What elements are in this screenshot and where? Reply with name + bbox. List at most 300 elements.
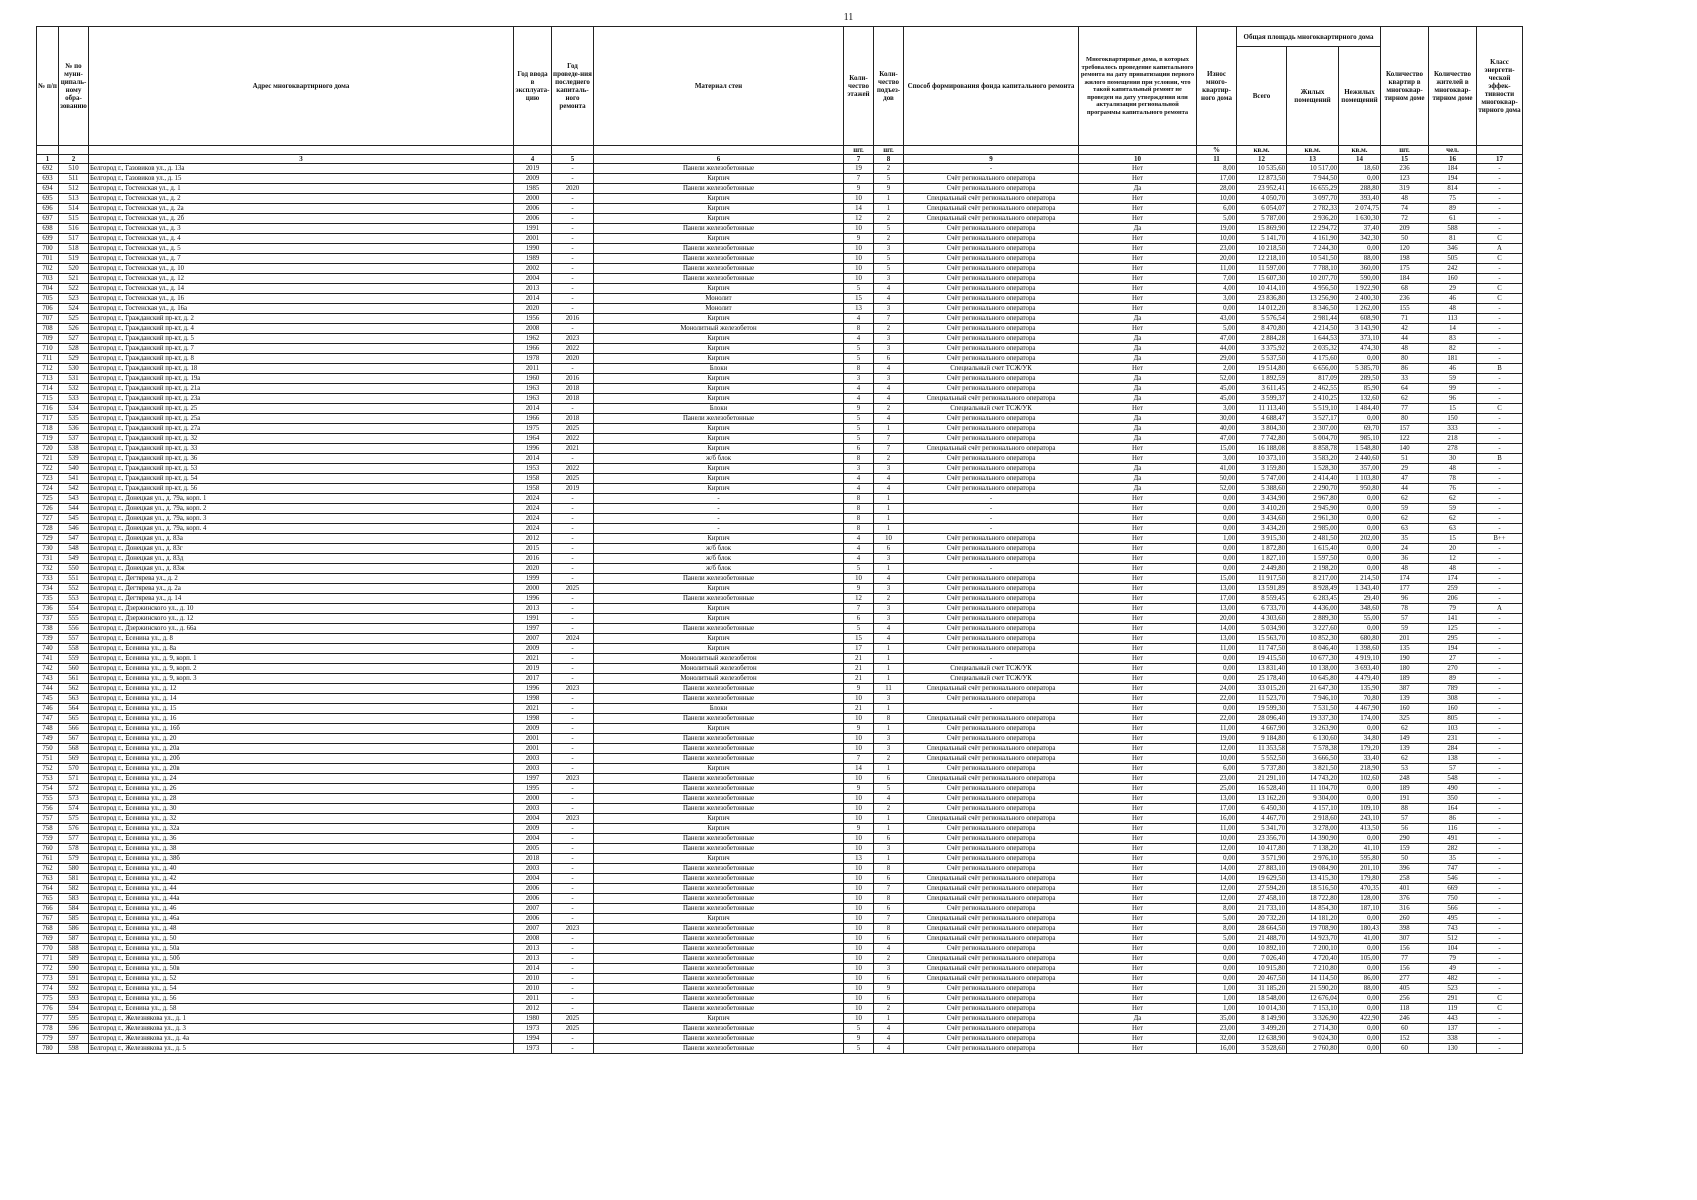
cell-repair-required: Нет (1079, 274, 1197, 284)
cell-wear: 32,00 (1197, 1034, 1237, 1044)
cell-fund-method: Счёт регионального оператора (904, 1004, 1079, 1014)
cell-wear: 13,00 (1197, 634, 1237, 644)
cell-energy-class: - (1477, 334, 1523, 344)
cell-wall-material: Кирпич (594, 824, 844, 834)
cell-entrances: 6 (874, 354, 904, 364)
cell-municipal-index: 532 (59, 384, 89, 394)
cell-apartments: 48 (1381, 344, 1429, 354)
cell-floors: 9 (844, 1034, 874, 1044)
cell-area-total: 21 291,10 (1237, 774, 1287, 784)
cell-wall-material: Панели железобетонные (594, 574, 844, 584)
cell-energy-class: - (1477, 804, 1523, 814)
cell-residents: 141 (1429, 614, 1477, 624)
table-row (37, 624, 1523, 634)
cell-index: 768 (37, 924, 59, 934)
cell-floors: 10 (844, 984, 874, 994)
cell-apartments: 160 (1381, 704, 1429, 714)
cell-energy-class: - (1477, 204, 1523, 214)
cell-area-total: 11 113,40 (1237, 404, 1287, 414)
cell-wear: 3,00 (1197, 404, 1237, 414)
cell-residents: 291 (1429, 994, 1477, 1004)
cell-area-total: 3 375,92 (1237, 344, 1287, 354)
cell-last-repair-year: 2023 (552, 774, 594, 784)
cell-fund-method: Специальный счет ТСЖ/УК (904, 674, 1079, 684)
cell-area-residential: 2 307,00 (1287, 424, 1339, 434)
cell-wall-material: Монолитный железобетон (594, 324, 844, 334)
cell-entrances: 1 (874, 724, 904, 734)
cell-wall-material: - (594, 504, 844, 514)
cell-energy-class: В (1477, 454, 1523, 464)
cell-energy-class: - (1477, 814, 1523, 824)
cell-municipal-index: 530 (59, 364, 89, 374)
cell-fund-method: Специальный счёт регионального оператора (904, 924, 1079, 934)
cell-year-built: 1975 (514, 424, 552, 434)
cell-energy-class: - (1477, 564, 1523, 574)
cell-index: 718 (37, 424, 59, 434)
cell-wear: 35,00 (1197, 1014, 1237, 1024)
cell-energy-class: - (1477, 694, 1523, 704)
cell-wear: 7,00 (1197, 274, 1237, 284)
cell-year-built: 2004 (514, 874, 552, 884)
cell-apartments: 277 (1381, 974, 1429, 984)
cell-repair-required: Нет (1079, 624, 1197, 634)
cell-last-repair-year: 2020 (552, 184, 594, 194)
cell-year-built: 2009 (514, 174, 552, 184)
cell-repair-required: Нет (1079, 694, 1197, 704)
cell-address: Белгород г., Дегтярева ул., д. 2 (89, 574, 514, 584)
cell-residents: 194 (1429, 174, 1477, 184)
cell-last-repair-year: - (552, 554, 594, 564)
cell-residents: 259 (1429, 584, 1477, 594)
cell-address: Белгород г., Дзержинского ул., д. 12 (89, 614, 514, 624)
cell-repair-required: Да (1079, 374, 1197, 384)
cell-address: Белгород г., Дзержинского ул., д. 10 (89, 604, 514, 614)
col-header-energy-class: Класс энергети-ческой эффек-тивности многоквар-тирного дома (1477, 27, 1523, 146)
cell-entrances: 3 (874, 584, 904, 594)
cell-wear: 15,00 (1197, 574, 1237, 584)
cell-entrances: 1 (874, 644, 904, 654)
cell-year-built: 2019 (514, 164, 552, 174)
table-row (37, 994, 1523, 1004)
table-row (37, 504, 1523, 514)
cell-area-residential: 9 024,30 (1287, 1034, 1339, 1044)
cell-floors: 8 (844, 494, 874, 504)
table-row (37, 584, 1523, 594)
cell-apartments: 157 (1381, 424, 1429, 434)
cell-municipal-index: 568 (59, 744, 89, 754)
cell-repair-required: Нет (1079, 844, 1197, 854)
cell-index: 746 (37, 704, 59, 714)
cell-apartments: 62 (1381, 724, 1429, 734)
cell-index: 709 (37, 334, 59, 344)
cell-repair-required: Нет (1079, 164, 1197, 174)
cell-energy-class: - (1477, 684, 1523, 694)
cell-area-total: 5 576,54 (1237, 314, 1287, 324)
cell-area-total: 10 218,50 (1237, 244, 1287, 254)
cell-area-residential: 4 214,50 (1287, 324, 1339, 334)
cell-year-built: 1996 (514, 684, 552, 694)
cell-floors: 10 (844, 734, 874, 744)
cell-index: 772 (37, 964, 59, 974)
table-row (37, 174, 1523, 184)
cell-index: 747 (37, 714, 59, 724)
cell-residents: 491 (1429, 834, 1477, 844)
cell-residents: 125 (1429, 624, 1477, 634)
table-row (37, 444, 1523, 454)
cell-apartments: 48 (1381, 564, 1429, 574)
cell-area-total: 3 611,45 (1237, 384, 1287, 394)
cell-municipal-index: 570 (59, 764, 89, 774)
cell-last-repair-year: - (552, 214, 594, 224)
cell-municipal-index: 539 (59, 454, 89, 464)
cell-fund-method: Специальный счёт регионального оператора (904, 974, 1079, 984)
cell-last-repair-year: 2023 (552, 924, 594, 934)
cell-wear: 1,00 (1197, 534, 1237, 544)
cell-area-nonresidential: 1 548,80 (1339, 444, 1381, 454)
cell-repair-required: Нет (1079, 804, 1197, 814)
cell-energy-class: - (1477, 464, 1523, 474)
cell-energy-class: - (1477, 584, 1523, 594)
cell-repair-required: Нет (1079, 814, 1197, 824)
table-row (37, 394, 1523, 404)
table-header (37, 27, 1523, 164)
cell-floors: 9 (844, 784, 874, 794)
cell-entrances: 7 (874, 884, 904, 894)
table-row (37, 754, 1523, 764)
cell-wear: 17,00 (1197, 594, 1237, 604)
cell-entrances: 3 (874, 964, 904, 974)
cell-residents: 48 (1429, 304, 1477, 314)
cell-municipal-index: 523 (59, 294, 89, 304)
cell-index: 749 (37, 734, 59, 744)
cell-area-total: 1 892,59 (1237, 374, 1287, 384)
cell-wall-material: Блоки (594, 404, 844, 414)
cell-last-repair-year: - (552, 194, 594, 204)
cell-wear: 40,00 (1197, 424, 1237, 434)
cell-last-repair-year: - (552, 734, 594, 744)
cell-floors: 10 (844, 744, 874, 754)
cell-area-nonresidential: 4 919,10 (1339, 654, 1381, 664)
cell-floors: 10 (844, 774, 874, 784)
cell-residents: 20 (1429, 544, 1477, 554)
cell-floors: 10 (844, 1014, 874, 1024)
cell-entrances: 3 (874, 614, 904, 624)
cell-energy-class: - (1477, 574, 1523, 584)
cell-area-nonresidential: 0,00 (1339, 504, 1381, 514)
cell-index: 758 (37, 824, 59, 834)
cell-year-built: 2019 (514, 664, 552, 674)
cell-repair-required: Да (1079, 414, 1197, 424)
cell-last-repair-year: - (552, 704, 594, 714)
cell-residents: 160 (1429, 704, 1477, 714)
cell-entrances: 2 (874, 454, 904, 464)
cell-repair-required: Нет (1079, 944, 1197, 954)
cell-entrances: 6 (874, 544, 904, 554)
cell-energy-class: - (1477, 184, 1523, 194)
units-row (37, 146, 1523, 155)
cell-floors: 3 (844, 374, 874, 384)
cell-energy-class: - (1477, 384, 1523, 394)
cell-year-built: 2024 (514, 524, 552, 534)
cell-energy-class: - (1477, 784, 1523, 794)
cell-apartments: 307 (1381, 934, 1429, 944)
cell-repair-required: Нет (1079, 584, 1197, 594)
cell-address: Белгород г., Гражданский пр-кт, д. 21а (89, 384, 514, 394)
cell-apartments: 155 (1381, 304, 1429, 314)
table-row (37, 634, 1523, 644)
cell-apartments: 236 (1381, 164, 1429, 174)
cell-apartments: 53 (1381, 764, 1429, 774)
table-row (37, 974, 1523, 984)
cell-entrances: 4 (874, 1034, 904, 1044)
page-number: 11 (843, 12, 854, 23)
cell-area-residential: 14 181,20 (1287, 914, 1339, 924)
cell-area-nonresidential: 0,00 (1339, 554, 1381, 564)
cell-address: Белгород г., Есенина ул., д. 40 (89, 864, 514, 874)
cell-last-repair-year: - (552, 1004, 594, 1014)
cell-area-residential: 1 597,50 (1287, 554, 1339, 564)
cell-fund-method: Специальный счёт регионального оператора (904, 714, 1079, 724)
cell-floors: 10 (844, 844, 874, 854)
cell-entrances: 9 (874, 984, 904, 994)
cell-floors: 5 (844, 624, 874, 634)
cell-area-nonresidential: 0,00 (1339, 244, 1381, 254)
cell-floors: 10 (844, 874, 874, 884)
cell-area-total: 15 607,30 (1237, 274, 1287, 284)
cell-index: 697 (37, 214, 59, 224)
cell-area-total: 20 732,20 (1237, 914, 1287, 924)
cell-repair-required: Нет (1079, 534, 1197, 544)
table-row (37, 954, 1523, 964)
table-row (37, 944, 1523, 954)
cell-year-built: 1994 (514, 1034, 552, 1044)
table-row (37, 784, 1523, 794)
cell-energy-class: - (1477, 884, 1523, 894)
cell-fund-method: Счёт регионального оператора (904, 834, 1079, 844)
cell-municipal-index: 511 (59, 174, 89, 184)
cell-last-repair-year: - (552, 964, 594, 974)
cell-wall-material: Панели железобетонные (594, 624, 844, 634)
cell-address: Белгород г., Есенина ул., д. 46 (89, 904, 514, 914)
cell-index: 695 (37, 194, 59, 204)
cell-last-repair-year: - (552, 944, 594, 954)
cell-index: 741 (37, 654, 59, 664)
cell-area-residential: 5 519,10 (1287, 404, 1339, 414)
cell-floors: 10 (844, 944, 874, 954)
cell-wear: 10,00 (1197, 754, 1237, 764)
cell-repair-required: Нет (1079, 174, 1197, 184)
cell-area-nonresidential: 102,60 (1339, 774, 1381, 784)
cell-wall-material: Кирпич (594, 234, 844, 244)
cell-entrances: 8 (874, 894, 904, 904)
cell-area-residential: 2 782,33 (1287, 204, 1339, 214)
housing-register-table-wrapper (36, 26, 1523, 1054)
cell-repair-required: Нет (1079, 724, 1197, 734)
cell-municipal-index: 564 (59, 704, 89, 714)
cell-wear: 28,00 (1197, 184, 1237, 194)
cell-apartments: 44 (1381, 484, 1429, 494)
cell-index: 727 (37, 514, 59, 524)
cell-index: 692 (37, 164, 59, 174)
cell-floors: 8 (844, 324, 874, 334)
cell-last-repair-year: 2024 (552, 634, 594, 644)
cell-last-repair-year: 2025 (552, 424, 594, 434)
cell-municipal-index: 567 (59, 734, 89, 744)
cell-area-nonresidential: 128,00 (1339, 894, 1381, 904)
cell-entrances: 1 (874, 854, 904, 864)
cell-wear: 0,00 (1197, 854, 1237, 864)
cell-residents: 242 (1429, 264, 1477, 274)
cell-year-built: 2004 (514, 274, 552, 284)
cell-index: 732 (37, 564, 59, 574)
cell-last-repair-year: 2023 (552, 334, 594, 344)
cell-year-built: 2003 (514, 754, 552, 764)
cell-fund-method: Специальный счёт регионального оператора (904, 954, 1079, 964)
cell-residents: 278 (1429, 444, 1477, 454)
cell-municipal-index: 565 (59, 714, 89, 724)
cell-apartments: 120 (1381, 244, 1429, 254)
cell-wall-material: Панели железобетонные (594, 694, 844, 704)
cell-entrances: 5 (874, 254, 904, 264)
cell-entrances: 3 (874, 374, 904, 384)
cell-wall-material: Панели железобетонные (594, 734, 844, 744)
cell-index: 694 (37, 184, 59, 194)
cell-area-total: 1 827,10 (1237, 554, 1287, 564)
cell-area-residential: 7 138,20 (1287, 844, 1339, 854)
cell-repair-required: Нет (1079, 684, 1197, 694)
cell-entrances: 6 (874, 974, 904, 984)
cell-apartments: 156 (1381, 964, 1429, 974)
cell-area-residential: 2 198,20 (1287, 564, 1339, 574)
cell-index: 731 (37, 554, 59, 564)
cell-address: Белгород г., Есенина ул., д. 20 (89, 734, 514, 744)
cell-repair-required: Нет (1079, 524, 1197, 534)
cell-address: Белгород г., Газовиков ул., д. 13а (89, 164, 514, 174)
cell-repair-required: Нет (1079, 784, 1197, 794)
cell-floors: 10 (844, 224, 874, 234)
cell-floors: 6 (844, 444, 874, 454)
cell-floors: 6 (844, 614, 874, 624)
cell-area-total: 28 664,50 (1237, 924, 1287, 934)
cell-apartments: 376 (1381, 894, 1429, 904)
cell-wear: 0,00 (1197, 304, 1237, 314)
cell-residents: 116 (1429, 824, 1477, 834)
cell-area-residential: 8 928,49 (1287, 584, 1339, 594)
cell-index: 770 (37, 944, 59, 954)
unit-residents: чел. (1429, 146, 1477, 155)
cell-year-built: 1999 (514, 574, 552, 584)
cell-municipal-index: 562 (59, 684, 89, 694)
table-row (37, 964, 1523, 974)
table-row (37, 844, 1523, 854)
cell-floors: 9 (844, 824, 874, 834)
cell-floors: 5 (844, 424, 874, 434)
cell-year-built: 2003 (514, 804, 552, 814)
cell-wear: 11,00 (1197, 724, 1237, 734)
cell-fund-method: Счёт регионального оператора (904, 544, 1079, 554)
cell-area-nonresidential: 0,00 (1339, 494, 1381, 504)
cell-index: 723 (37, 474, 59, 484)
cell-residents: 588 (1429, 224, 1477, 234)
cell-entrances: 2 (874, 404, 904, 414)
cell-floors: 10 (844, 864, 874, 874)
cell-index: 760 (37, 844, 59, 854)
cell-area-nonresidential: 174,00 (1339, 714, 1381, 724)
cell-energy-class: - (1477, 924, 1523, 934)
cell-residents: 61 (1429, 214, 1477, 224)
cell-area-total: 21 488,70 (1237, 934, 1287, 944)
cell-area-nonresidential: 132,60 (1339, 394, 1381, 404)
cell-index: 701 (37, 254, 59, 264)
cell-entrances: 5 (874, 224, 904, 234)
cell-area-total: 11 353,58 (1237, 744, 1287, 754)
cell-repair-required: Нет (1079, 234, 1197, 244)
cell-area-nonresidential: 0,00 (1339, 1024, 1381, 1034)
cell-energy-class: - (1477, 274, 1523, 284)
cell-energy-class: - (1477, 224, 1523, 234)
cell-residents: 59 (1429, 374, 1477, 384)
cell-entrances: 1 (874, 674, 904, 684)
col-header-address: Адрес многоквартирного дома (89, 27, 514, 146)
cell-municipal-index: 596 (59, 1024, 89, 1034)
cell-wall-material: Кирпич (594, 284, 844, 294)
cell-wear: 8,00 (1197, 164, 1237, 174)
cell-address: Белгород г., Гостенская ул., д. 2 (89, 194, 514, 204)
table-row (37, 384, 1523, 394)
cell-area-nonresidential: 37,40 (1339, 224, 1381, 234)
cell-area-total: 5 552,50 (1237, 754, 1287, 764)
table-row (37, 404, 1523, 414)
cell-entrances: 1 (874, 494, 904, 504)
cell-apartments: 68 (1381, 284, 1429, 294)
cell-last-repair-year: - (552, 984, 594, 994)
cell-index: 721 (37, 454, 59, 464)
cell-floors: 9 (844, 404, 874, 414)
cell-area-nonresidential: 348,60 (1339, 604, 1381, 614)
cell-floors: 5 (844, 354, 874, 364)
cell-address: Белгород г., Гражданский пр-кт, д. 7 (89, 344, 514, 354)
cell-residents: 548 (1429, 774, 1477, 784)
cell-year-built: 2009 (514, 824, 552, 834)
cell-wall-material: Кирпич (594, 584, 844, 594)
cell-residents: 27 (1429, 654, 1477, 664)
cell-wear: 16,00 (1197, 814, 1237, 824)
cell-entrances: 3 (874, 274, 904, 284)
cell-area-residential: 7 531,50 (1287, 704, 1339, 714)
cell-fund-method: Счёт регионального оператора (904, 904, 1079, 914)
col-header-area-residential: Жилых помещений (1287, 47, 1339, 146)
cell-last-repair-year: - (552, 284, 594, 294)
cell-area-nonresidential: 1 103,80 (1339, 474, 1381, 484)
cell-apartments: 256 (1381, 994, 1429, 1004)
cell-repair-required: Нет (1079, 854, 1197, 864)
cell-last-repair-year: - (552, 564, 594, 574)
cell-apartments: 175 (1381, 264, 1429, 274)
cell-area-residential: 10 517,00 (1287, 164, 1339, 174)
cell-fund-method: Счёт регионального оператора (904, 424, 1079, 434)
cell-municipal-index: 578 (59, 844, 89, 854)
cell-apartments: 139 (1381, 694, 1429, 704)
cell-residents: 566 (1429, 904, 1477, 914)
cell-area-residential: 8 346,50 (1287, 304, 1339, 314)
cell-fund-method: Счёт регионального оператора (904, 1044, 1079, 1054)
cell-residents: 443 (1429, 1014, 1477, 1024)
cell-wall-material: Панели железобетонные (594, 264, 844, 274)
cell-wall-material: - (594, 514, 844, 524)
cell-energy-class: С (1477, 284, 1523, 294)
cell-last-repair-year: 2021 (552, 444, 594, 454)
cell-area-total: 33 015,20 (1237, 684, 1287, 694)
